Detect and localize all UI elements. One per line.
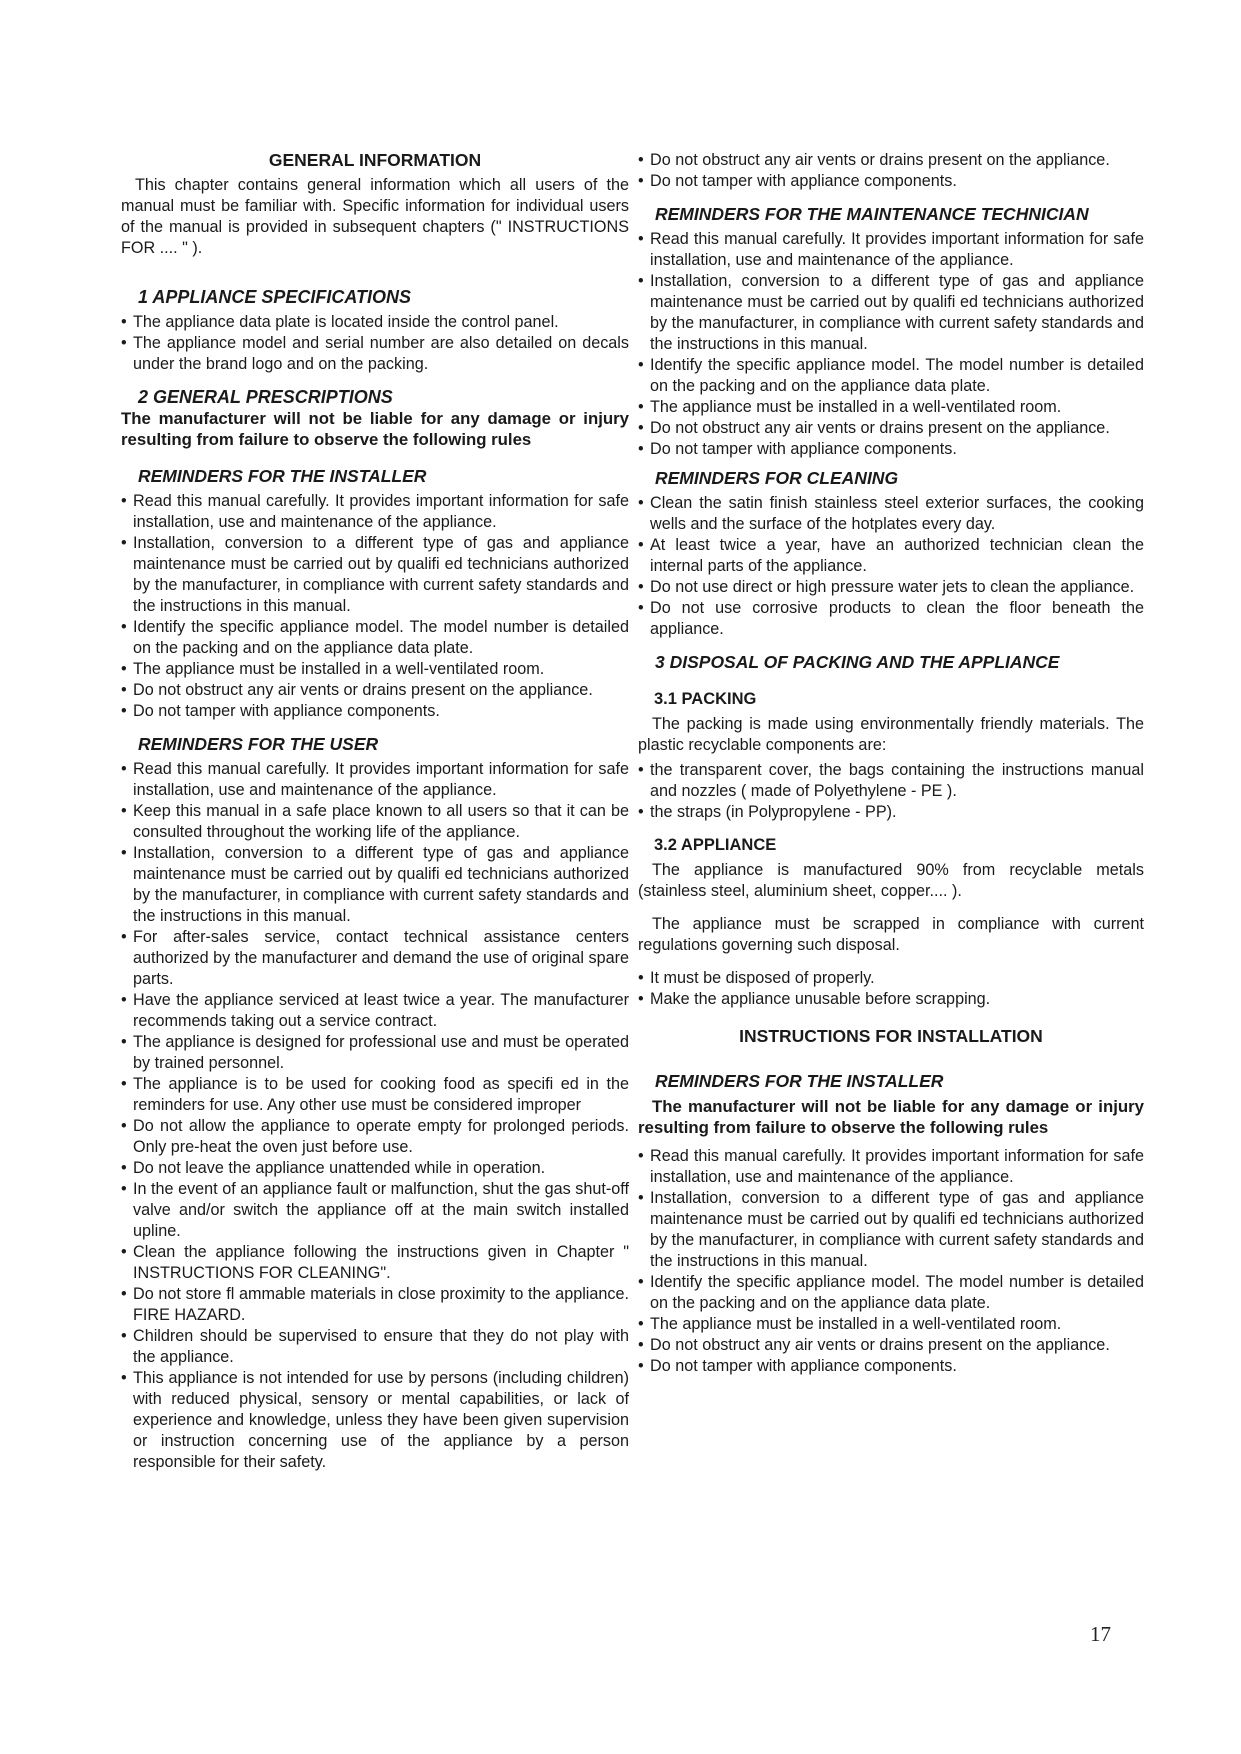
continued-list: [638, 150, 1144, 192]
list-item: • Installation, conversion to a different type of gas and appliance maintenance must be carried out by qualifi ed technicians authorized by the manufacturer, in compliance with current safety standards and the instructions in this manual.: [638, 271, 1144, 355]
installer-reminders-heading: REMINDERS FOR THE INSTALLER: [138, 466, 427, 486]
list-item: • This appliance is not intended for use by persons (including children) with reduced physical, sensory or mental capabilities, or lack of experience and knowledge, unless they have been given supervision or instruction concerning use of the appliance by a person responsible for their safety.: [121, 1368, 629, 1473]
packing-heading: 3.1 PACKING: [654, 690, 757, 708]
list-item: • For after-sales service, contact technical assistance centers authorized by the manufacturer and demand the use of original spare parts.: [121, 927, 629, 990]
list-item: • Have the appliance serviced at least twice a year. The manufacturer recommends taking out a service contract.: [121, 990, 629, 1032]
appliance-specifications-list: [121, 312, 629, 375]
list-item: • Installation, conversion to a different type of gas and appliance maintenance must be carried out by qualifi ed technicians authorized by the manufacturer, in compliance with current safety standards and the instructions in this manual.: [121, 533, 629, 617]
packing-list: [638, 760, 1144, 823]
maintenance-reminders-list: [638, 229, 1144, 460]
left-column: [121, 150, 629, 1473]
liability-note: The manufacturer will not be liable for any damage or injury resulting from failure to observe the following rules: [121, 409, 629, 449]
user-reminders-list: [121, 759, 629, 1473]
list-item: • Installation, conversion to a different type of gas and appliance maintenance must be carried out by qualifi ed technicians authorized by the manufacturer, in compliance with current safety standards and the instructions in this manual.: [121, 843, 629, 927]
disposal-list: [638, 968, 1144, 1010]
packing-text: The packing is made using environmentally friendly materials. The plastic recyclable components are:: [638, 715, 1144, 754]
list-item: • Do not tamper with appliance components.: [638, 171, 1144, 192]
list-item: • Do not allow the appliance to operate empty for prolonged periods. Only pre-heat the oven just before use.: [121, 1116, 629, 1158]
list-item: • Do not use corrosive products to clean the floor beneath the appliance.: [638, 598, 1144, 640]
list-item: • Make the appliance unusable before scrapping.: [638, 989, 1144, 1010]
cleaning-reminders-list: [638, 493, 1144, 640]
list-item: • Read this manual carefully. It provides important information for safe installation, use and maintenance of the appliance.: [121, 491, 629, 533]
list-item: • Clean the appliance following the instructions given in Chapter " INSTRUCTIONS FOR CLEANING".: [121, 1242, 629, 1284]
general-information-text: This chapter contains general information which all users of the manual must be familiar with. Specific information for individual users of the manual is provided in subsequent chapters (" INSTRUCTIONS FOR .... " ).: [121, 176, 629, 257]
list-item: • Read this manual carefully. It provides important information for safe installation, use and maintenance of the appliance.: [638, 229, 1144, 271]
right-column: [638, 150, 1144, 1377]
list-item: • Do not leave the appliance unattended while in operation.: [121, 1158, 629, 1179]
installer-reminders-list: [121, 491, 629, 722]
installer-reminders-list-2: [638, 1146, 1144, 1377]
appliance-text: The appliance is manufactured 90% from recyclable metals (stainless steel, aluminium sheet, copper.... ).: [638, 861, 1144, 900]
installation-instructions-heading: INSTRUCTIONS FOR INSTALLATION: [739, 1026, 1043, 1046]
list-item: • Do not tamper with appliance components.: [638, 439, 1144, 460]
list-item: • Clean the satin finish stainless steel exterior surfaces, the cooking wells and the surface of the hotplates every day.: [638, 493, 1144, 535]
general-information-heading: GENERAL INFORMATION: [268, 150, 482, 170]
list-item: • Do not obstruct any air vents or drains present on the appliance.: [121, 680, 629, 701]
list-item: • Do not obstruct any air vents or drains present on the appliance.: [638, 1335, 1144, 1356]
list-item: • Do not use direct or high pressure water jets to clean the appliance.: [638, 577, 1144, 598]
section-1-heading: 1 APPLIANCE SPECIFICATIONS: [138, 287, 412, 307]
list-item: • Installation, conversion to a different type of gas and appliance maintenance must be carried out by qualifi ed technicians authorized by the manufacturer, in compliance with current safety standards and the instructions in this manual.: [638, 1188, 1144, 1272]
section-2-heading: 2 GENERAL PRESCRIPTIONS: [138, 387, 393, 407]
list-item: • Do not tamper with appliance components.: [121, 701, 629, 722]
section-3-heading: 3 DISPOSAL OF PACKING AND THE APPLIANCE: [655, 652, 1060, 672]
list-item: • At least twice a year, have an authorized technician clean the internal parts of the appliance.: [638, 535, 1144, 577]
list-item: • Keep this manual in a safe place known to all users so that it can be consulted throughout the working life of the appliance.: [121, 801, 629, 843]
list-item: • The appliance data plate is located inside the control panel.: [121, 312, 629, 333]
list-item: • Read this manual carefully. It provides important information for safe installation, use and maintenance of the appliance.: [121, 759, 629, 801]
page-number: 17: [1090, 1622, 1111, 1646]
list-item: • The appliance is designed for professional use and must be operated by trained personnel.: [121, 1032, 629, 1074]
list-item: • The appliance model and serial number are also detailed on decals under the brand logo and on the packing.: [121, 333, 629, 375]
list-item: • The appliance must be installed in a well-ventilated room.: [638, 397, 1144, 418]
list-item: • Identify the specific appliance model. The model number is detailed on the packing and on the appliance data plate.: [121, 617, 629, 659]
cleaning-reminders-heading: REMINDERS FOR CLEANING: [655, 468, 899, 488]
list-item: • The appliance is to be used for cooking food as specifi ed in the reminders for use. Any other use must be considered improper: [121, 1074, 629, 1116]
user-reminders-heading: REMINDERS FOR THE USER: [138, 734, 379, 754]
list-item: • Identify the specific appliance model. The model number is detailed on the packing and on the appliance data plate.: [638, 1272, 1144, 1314]
list-item: • It must be disposed of properly.: [638, 968, 1144, 989]
appliance-heading: 3.2 APPLIANCE: [654, 836, 777, 854]
installer-reminders-heading-2: REMINDERS FOR THE INSTALLER: [655, 1071, 944, 1091]
list-item: • The appliance must be installed in a well-ventilated room.: [638, 1314, 1144, 1335]
list-item: • Do not obstruct any air vents or drains present on the appliance.: [638, 150, 1144, 171]
maintenance-reminders-heading: REMINDERS FOR THE MAINTENANCE TECHNICIAN: [655, 204, 1089, 224]
list-item: • Do not tamper with appliance components.: [638, 1356, 1144, 1377]
list-item: • Identify the specific appliance model. The model number is detailed on the packing and on the appliance data plate.: [638, 355, 1144, 397]
list-item: • Children should be supervised to ensure that they do not play with the appliance.: [121, 1326, 629, 1368]
list-item: • the straps (in Polypropylene - PP).: [638, 802, 1144, 823]
list-item: • the transparent cover, the bags containing the instructions manual and nozzles ( made of Polyethylene - PE ).: [638, 760, 1144, 802]
list-item: • Read this manual carefully. It provides important information for safe installation, use and maintenance of the appliance.: [638, 1146, 1144, 1188]
list-item: • Do not obstruct any air vents or drains present on the appliance.: [638, 418, 1144, 439]
liability-note-2: The manufacturer will not be liable for any damage or injury resulting from failure to observe the following rules: [638, 1097, 1144, 1137]
list-item: • The appliance must be installed in a well-ventilated room.: [121, 659, 629, 680]
list-item: • Do not store fl ammable materials in close proximity to the appliance. FIRE HAZARD.: [121, 1284, 629, 1326]
list-item: • In the event of an appliance fault or malfunction, shut the gas shut-off valve and/or switch the appliance off at the main switch installed upline.: [121, 1179, 629, 1242]
scrapping-text: The appliance must be scrapped in compliance with current regulations governing such disposal.: [638, 915, 1144, 954]
